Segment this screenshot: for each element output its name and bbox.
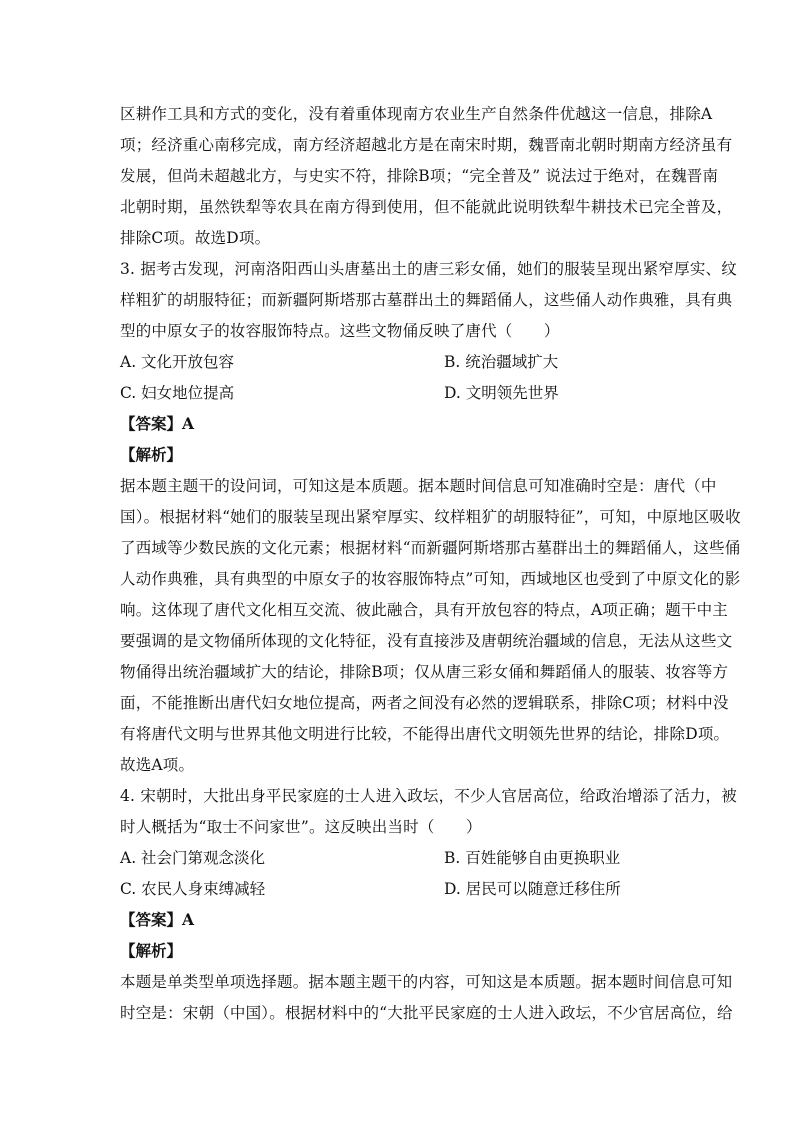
question-3-stem: 样粗犷的胡服特征；而新疆阿斯塔那古墓群出土的舞蹈俑人，这些俑人动作典雅，具有典 (120, 291, 733, 309)
text-line: 排除C项。故选D项。 (120, 229, 271, 247)
question-3-option-d: D. 文明领先世界 (444, 384, 559, 402)
question-4-option-d: D. 居民可以随意迁移住所 (444, 880, 621, 898)
question-4-answer: 【答案】A (120, 910, 195, 929)
question-4-analysis-label: 【解析】 (120, 941, 183, 960)
text-line: 区耕作工具和方式的变化，没有着重体现南方农业生产自然条件优越这一信息，排除A (120, 105, 713, 123)
question-3-answer: 【答案】A (120, 414, 195, 433)
text-line: 北朝时期，虽然铁犁等农具在南方得到使用，但不能就此说明铁犁牛耕技术已完全普及， (120, 198, 733, 216)
question-3-analysis-line: 有将唐代文明与世界其他文明进行比较，不能得出唐代文明领先世界的结论，排除D项。 (120, 725, 730, 743)
question-4-stem: 时人概括为“取士不问家世”。这反映出当时（ ） (120, 818, 482, 836)
text-line: 项；经济重心南移完成，南方经济超越北方是在南宋时期，魏晋南北朝时期南方经济虽有 (120, 136, 733, 154)
question-3-analysis-line: 据本题主题干的设问词，可知这是本质题。据本题时间信息可知准确时空是：唐代（中 (120, 477, 717, 495)
question-4-analysis-line: 本题是单类型单项选择题。据本题主题干的内容，可知这是本质题。据本题时间信息可知 (120, 973, 733, 991)
question-3-option-c: C. 妇女地位提高 (120, 384, 235, 402)
question-4-stem: 4. 宋朝时，大批出身平民家庭的士人进入政坛，不少人官居高位，给政治增添了活力，被 (120, 787, 737, 805)
question-4-analysis-line: 时空是：宋朝（中国）。根据材料中的“大批平民家庭的士人进入政坛，不少官居高位，给 (120, 1004, 733, 1022)
question-3-analysis-line: 了西域等少数民族的文化元素；根据材料“而新疆阿斯塔那古墓群出土的舞蹈俑人，这些俑 (120, 539, 741, 557)
question-3-stem: 型的中原女子的妆容服饰特点。这些文物俑反映了唐代（ ） (120, 322, 560, 340)
question-3-analysis-line: 要强调的是文物俑所体现的文化特征，没有直接涉及唐朝统治疆域的信息，无法从这些文 (120, 632, 733, 650)
question-3-analysis-label: 【解析】 (120, 445, 183, 464)
question-3-analysis-line: 人动作典雅，具有典型的中原女子的妆容服饰特点”可知，西域地区也受到了中原文化的影 (120, 570, 741, 588)
question-4-option-b: B. 百姓能够自由更换职业 (444, 849, 621, 867)
question-3-option-a: A. 文化开放包容 (120, 353, 235, 371)
question-3-analysis-line: 国）。根据材料“她们的服装呈现出紧窄厚实、纹样粗犷的胡服特征”，可知，中原地区吸收 (120, 508, 741, 526)
question-3-analysis-line: 响。这体现了唐代文化相互交流、彼此融合，具有开放包容的特点，A项正确；题干中主 (120, 601, 728, 619)
question-3-analysis-line: 物俑得出统治疆域扩大的结论，排除B项；仅从唐三彩女俑和舞蹈俑人的服装、妆容等方 (120, 663, 729, 681)
question-3-analysis-line: 故选A项。 (120, 756, 195, 774)
question-3-stem: 3. 据考古发现，河南洛阳西山头唐墓出土的唐三彩女俑，她们的服装呈现出紧窄厚实、纹 (120, 260, 737, 278)
question-4-option-c: C. 农民人身束缚减轻 (120, 880, 266, 898)
question-3-option-b: B. 统治疆域扩大 (444, 353, 559, 371)
question-3-analysis-line: 面，不能推断出唐代妇女地位提高，两者之间没有必然的逻辑联系，排除C项；材料中没 (120, 694, 729, 712)
question-4-option-a: A. 社会门第观念淡化 (120, 849, 266, 867)
text-line: 发展，但尚未超越北方，与史实不符，排除B项；“完全普及” 说法过于绝对，在魏晋南 (120, 167, 719, 185)
